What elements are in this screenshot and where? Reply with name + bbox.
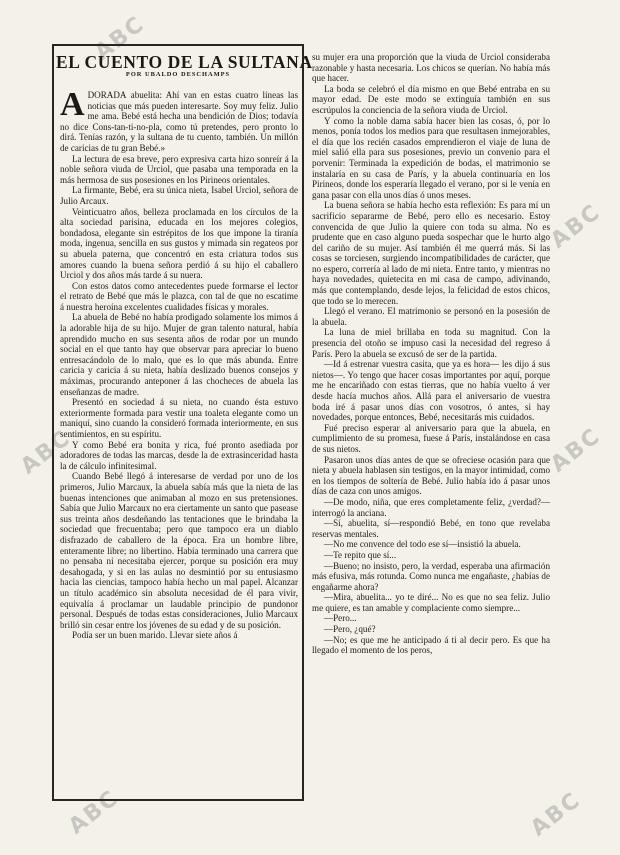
paragraph: La firmante, Bebé, era su única nieta, Isabel Urciol, señora de Julio Arcaux.	[60, 185, 298, 206]
paragraph: Pasaron unos días antes de que se ofreciese ocasión para que nieta y abuela hablasen sin testigos, en la mayor intimidad, como en los tiempos de soltería de Bebé. Julio había ido á pasar unos días de caza con unos amigos.	[312, 454, 550, 497]
paragraph: Con estos datos como antecedentes puede formarse el lector el retrato de Bebé que más le plazca, con tal de que no escatime á nuestra heroína excelentes cualidades físicas y morales.	[60, 280, 298, 312]
watermark: ABC	[526, 787, 586, 842]
paragraph: La abuela de Bebé no había prodigado solamente los mimos á la adorable hija de su hijo. Mujer de gran talento natural, había aprendido mucho en sus sesenta años de rodar por un mundo social en el que tanto hay que observar para apreciar lo bueno entresacándolo de lo malo, que es lo que más abunda. Entre caricia y caricia á su nieta, había deslizado buenos consejos y máximas, procurando anteponer á las chocheces de abuela las enseñanzas de madre.	[60, 312, 298, 397]
paragraph: Y como Bebé era bonita y rica, fué pronto asediada por adoradores de todas las marcas, desde la de extrasinceridad hasta la de cálculo infinitesimal.	[60, 439, 298, 471]
paragraph: —Mira, abuelita... yo te diré... No es que no sea feliz. Julio me quiere, es tan amable y complaciente como siempre...	[312, 592, 550, 613]
paragraph: —No me convence del todo ese sí—insistió la abuela.	[324, 539, 521, 550]
watermark: ABC	[64, 785, 124, 840]
paragraph: —Bueno; no insisto, pero, la verdad, esperaba una afirmación más efusiva, más rotunda. Como nunca me engañaste, ¿habías de engañarme ahora?	[312, 560, 550, 592]
paragraph: Cuando Bebé llegó á interesarse de verdad por uno de los primeros, Julio Marcaux, la abuela sabía más que la nieta de las buenas intenciones que animaban al mozo en sus pretensiones. Sabía que Julio Marcaux no era ciertamente un santo que pasease sus treinta años desdeñando las tentaciones que le brindaba la sociedad que frecuentaba; pero que tampoco era un diablo disfrazado de caballero de la época. Era un hombre libre, enteramente libre; no libertino. Había terminado una carrera que no pensaba ni necesitaba ejercer, porque su posición era muy desahogada, y si en las aulas no desmintió por su entusiasmo hacia las ciencias, tampoco había hecho un mal papel. Alcanzar un título académico sin absoluta necesidad de él para vivir, equivalía á proclamar un laudable principio de pundonor personal. Después de todas estas consideraciones, Julio Marcaux brilló sin cesar entre los jóvenes de su edad y de su posición.	[60, 471, 298, 630]
paragraph: —Sí, abuelita, sí—respondió Bebé, en tono que revelaba reservas mentales.	[312, 518, 550, 539]
paragraph: Llegó el verano. El matrimonio se personó en la posesión de la abuela.	[312, 306, 550, 327]
watermark: ABC	[16, 425, 76, 480]
paragraph: —Pero, ¿qué?	[324, 624, 376, 635]
lead-text: abuelita: Ahí van en estas cuatro líneas las noticias que más pueden interesarte. Soy muy feliz. Julio me ama. Bebé está hecha una bendición de Dios; todavía no dice Cons-tan-ti-no-pla, como tú pretendes, pero pronto lo dirá. Tenías razón, y la sultana de tu cuento, también. Un millón de caricias de tu gran Bebé.»	[60, 90, 298, 153]
watermark: ABC	[546, 199, 606, 254]
watermark: ABC	[546, 423, 606, 478]
left-column	[60, 90, 298, 796]
watermark: ABC	[90, 11, 150, 66]
paragraph: Podía ser un buen marido. Llevar siete años á	[72, 630, 238, 641]
paragraph: —De modo, niña, que eres completamente feliz, ¿verdad?—interrogó la anciana.	[312, 496, 550, 518]
paragraph: Y como la noble dama sabía hacer bien las cosas, ó, por lo menos, ponía todos los medios para que resultasen inmejorables, el día que los recién casados emprendieron el viaje de luna de miel salió ella para sus posesiones, previo un convenio para el porvenir: Terminada la expedición de bodas, el matrimonio se instalaría en su casa de París, y la abuela continuaría en los Pirineos, donde los esperaría llegado el verano, por si le venía en gana pasar con ella unos días ó unos meses.	[312, 115, 550, 200]
paragraph: La buena señora se había hecho esta reflexión: Es para mí un sacrificio separarme de Bebé, pero ello es necesario. Estoy convencida de que Julio la quiere con toda su alma. No es prudente que en caso alguno pueda sospechar que le hurto algo del cariño de su mujer. Así también él me querrá más. Si las cosas se torciesen, surgiendo incompatibilidades de carácter, que no espero, correría al lado de mi nieta. Entre tanto, y mientras no haya novedades, quietecita en mi casa de campo, adivinando, más que contemplando, desde lejos, la felicidad de estos chicos, que todo se lo merecen.	[312, 200, 550, 306]
lead-word: DORADA	[87, 90, 127, 100]
paragraph: su mujer era una proporción que la viuda de Urciol consideraba razonable y hasta necesaria. Los chicos se querían. No había más que hacer.	[312, 52, 550, 84]
right-column	[312, 52, 550, 812]
drop-cap: A	[60, 90, 85, 123]
lead-paragraph	[60, 90, 298, 154]
paragraph: Veinticuatro años, belleza proclamada en los círculos de la alta sociedad parisina, educada en los mejores colegios, bondadosa, elegante sin estrépitos de los que impone la tiranía moda, ingenua, sencilla en sus gustos y mimada sin regateos por su abuela paterna, que concentró en esta criatura todos sus amores cuando la buena señora perdió á su hijo el caballero Urciol y dos años más tarde á su nuera.	[60, 206, 298, 281]
paragraph: —No; es que me he anticipado á ti al decir pero. Es que ha llegado el momento de los peros,	[312, 634, 550, 656]
article-byline: POR UBALDO DESCHAMPS	[125, 71, 231, 78]
paragraph: —Id á estrenar vuestra casita, que ya es hora— les dijo á sus nietos—. Yo tengo que hacer cosas importantes por aquí, porque me he encariñado con estas tierras, que no había vuelto á ver desde hacía muchos años. Allá para el aniversario de vuestra boda iré á pasar unos días con vosotros, ó antes, si hay novedades, porque entonces, Bebé, necesitarás mis cuidados.	[312, 359, 550, 423]
paragraph: Presentó en sociedad á su nieta, no cuando ésta estuvo exteriormente formada para vestir una toaleta elegante como un maniquí, sino cuando la consideró formada interiormente, en sus sentimientos, en su espíritu.	[60, 397, 298, 439]
paragraph: La luna de miel brillaba en toda su magnitud. Con la presencia del otoño se impuso casi la necesidad del regreso á París. Pero la abuela se excusó de ser de la partida.	[312, 327, 550, 359]
paragraph: —Pero...	[324, 613, 357, 624]
paragraph: La lectura de esa breve, pero expresiva carta hizo sonreír á la noble señora viuda de Urciol, que pasaba una temporada en la más hermosa de sus posesiones en los Pirineos orientales.	[60, 153, 298, 185]
paragraph: —Te repito que sí...	[324, 549, 397, 560]
paragraph: Fué preciso esperar al aniversario para que la abuela, en cumplimiento de su promesa, fuese á París, instalándose en casa de sus nietos.	[312, 422, 550, 454]
article-title: EL CUENTO DE LA SULTANA	[56, 52, 313, 72]
paragraph: La boda se celebró el día mismo en que Bebé entraba en su mayor edad. De este modo se extinguía también en sus escrúpulos la conciencia de la señora viuda de Urciol.	[312, 83, 550, 115]
